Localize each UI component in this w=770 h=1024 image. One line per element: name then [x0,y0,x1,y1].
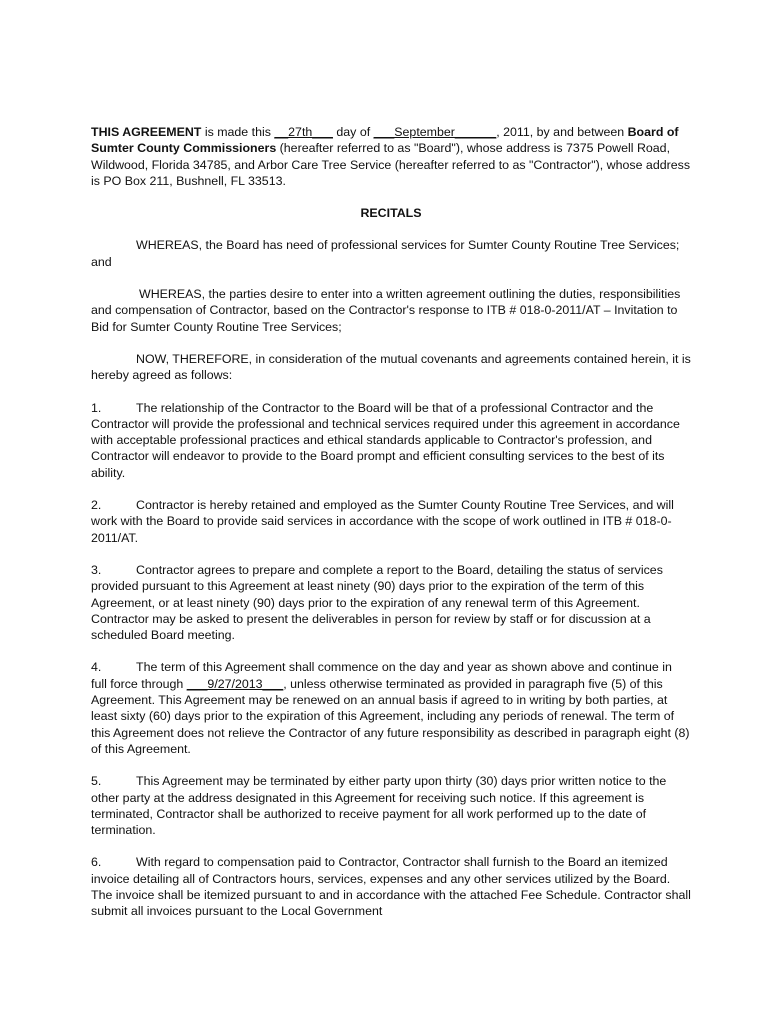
whereas-1 [91,237,691,270]
clause-2 [91,497,691,546]
document-page [91,124,691,936]
now-therefore [91,351,691,384]
intro-text-2: day of [332,125,374,139]
clause-text-a: The term of this Agreement shall commence on the day and year as shown above and continue in full force through [91,660,672,691]
agreement-lead: THIS AGREEMENT [91,125,202,139]
clause-number: 5. [91,774,102,789]
intro-text-4: (hereafter referred to as "Board"), whose address is 7375 Powell Road, Wildwood, Florida 34785, and Arbor Care Tree Service (hereafter referred to as "Contractor"), whose address is PO Box 211, Bushnell, FL 33513. [91,141,691,188]
clause-5 [91,773,691,838]
clause-number: 4. [91,660,102,675]
agreement-day: __27th___ [274,125,333,139]
whereas-2 [91,286,691,335]
clause-number: 6. [91,855,102,870]
clause-number: 2. [91,498,102,513]
clause-3 [91,562,691,643]
whereas-2-text: WHEREAS, the parties desire to enter into a written agreement outlining the duties, responsibilities and compensation of Contractor, based on the Contractor's response to ITB # 018-0-2011/AT – Invitation to Bid for Sumter County Routine Tree Services; [91,287,681,334]
clause-4 [91,659,691,757]
clause-text: Contractor agrees to prepare and complete a report to the Board, detailing the status of services provided pursuant to this Agreement at least ninety (90) days prior to the expiration of the term of this Agreement, or at least ninety (90) days prior to the expiration of any renewal term of this Agreement. Contractor may be asked to present the deliverables in person for review by staff or for discussion at a scheduled Board meeting. [91,562,663,643]
clause-6 [91,854,691,919]
now-therefore-text: NOW, THEREFORE, in consideration of the mutual covenants and agreements contained herein, it is hereby agreed as follows: [91,351,691,383]
clause-1 [91,400,691,481]
clause-text-b: , unless otherwise terminated as provided in paragraph five (5) of this Agreement. This Agreement may be renewed on an annual basis if agreed to in writing by both parties, at least sixty (60) days prior to the expiration of this Agreement, including any periods of renewal. The term of this Agreement does not relieve the Contractor of any future responsibility as described in paragraph eight (8) of this Agreement. [91,676,690,756]
clause-number: 3. [91,562,102,577]
clause-text: The relationship of the Contractor to the Board will be that of a professional Contractor and the Contractor will provide the professional and technical services required under this agreement in accordance with acceptable professional practices and ethical standards applicable to Contractor's profession, and Contractor will endeavor to provide to the Board prompt and efficient consulting services to the best of its ability. [91,400,680,480]
term-end-date: ___9/27/2013___ [186,676,284,691]
board-name: Board of Sumter County Commissioners [91,125,679,156]
intro-text-3: , 2011, by and between [496,125,628,139]
clause-number: 1. [91,400,102,415]
agreement-month: ___September______ [373,125,497,139]
intro-paragraph [91,124,691,189]
clause-text: Contractor is hereby retained and employed as the Sumter County Routine Tree Services, and will work with the Board to provide said services in accordance with the scope of work outlined in ITB # 018-0-2011/AT. [91,498,674,545]
clause-text: This Agreement may be terminated by either party upon thirty (30) days prior written notice to the other party at the address designated in this Agreement for receiving such notice. If this agreement is terminated, Contractor shall be authorized to receive payment for all work performed up to the date of termination. [91,774,667,838]
whereas-1-text: WHEREAS, the Board has need of professional services for Sumter County Routine Tree Services; and [91,238,680,269]
clause-text: With regard to compensation paid to Contractor, Contractor shall furnish to the Board an itemized invoice detailing all of Contractors hours, services, expenses and any other services utilized by the Board. The invoice shall be itemized pursuant to and in accordance with the attached Fee Schedule. Contractor shall submit all invoices pursuant to the Local Government [91,855,691,919]
recitals-heading: RECITALS [360,206,422,221]
intro-text-1: is made this [201,125,275,139]
